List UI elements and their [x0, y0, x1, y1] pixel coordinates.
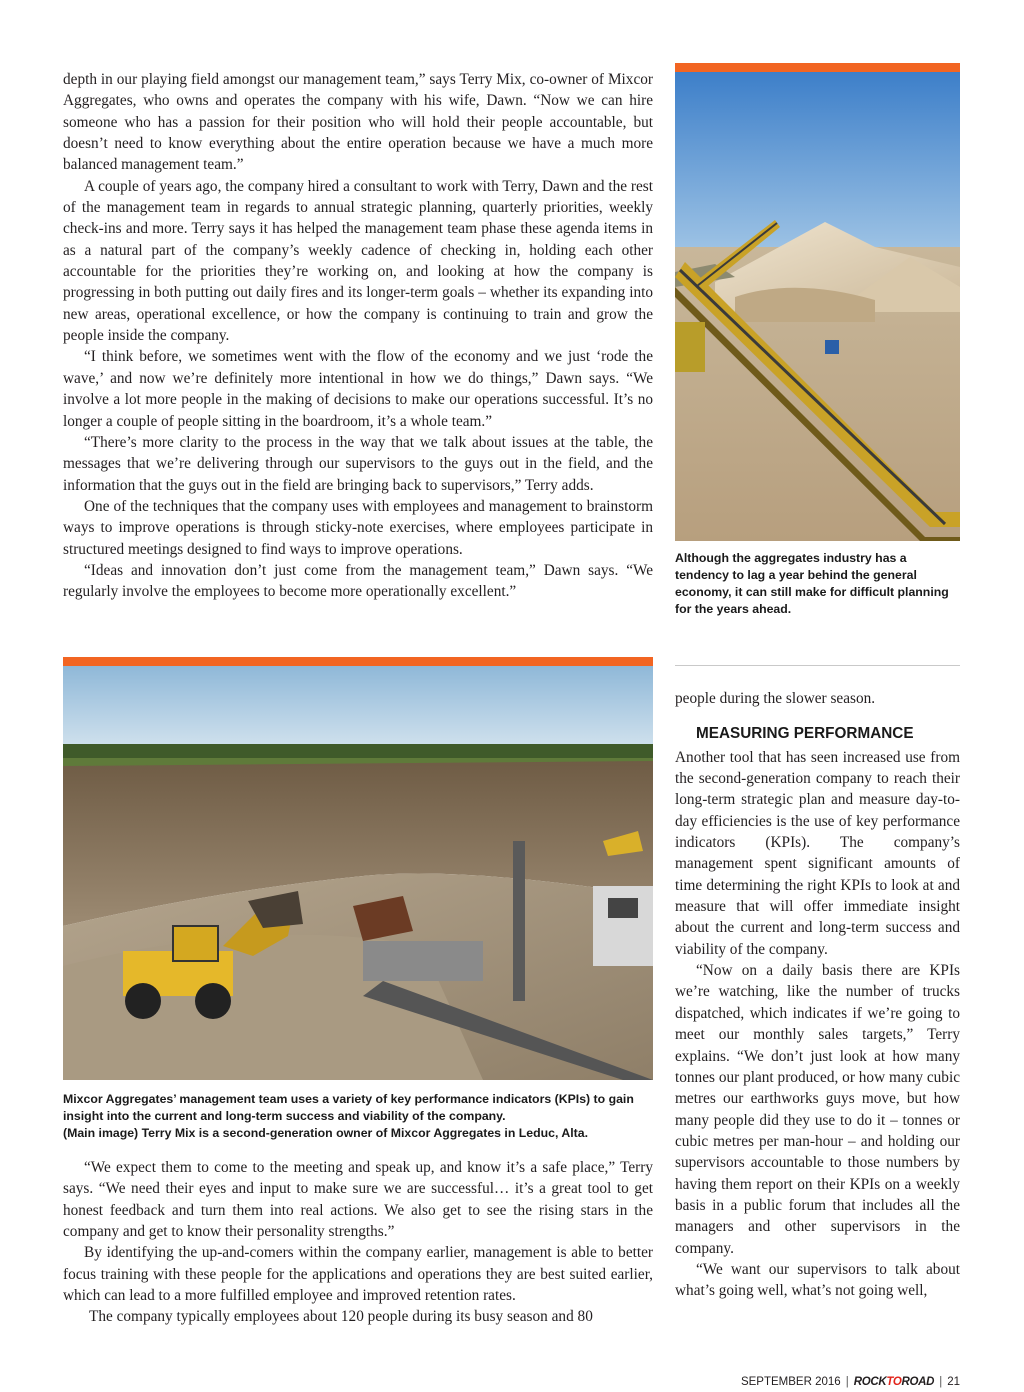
paragraph: “Now on a daily basis there are KPIs we’re watching, like the number of trucks dispatched, which indicates if we’re going to meet our monthly sales targets,” Terry explains. “We don’t just look at how many tonnes our plant produced, or how many cubic metres our earthworks guys move, but how many people did they use to do it – tonnes or cubic metres per man-hour – and holding our supervisors accountable to those numbers by having them report on their KPIs on a weekly basis in a public forum that includes all the managers and other supervisors in the company. — [675, 962, 960, 1257]
issue-date: SEPTEMBER 2016 — [740, 1376, 841, 1388]
paragraph: people during the slower season. — [675, 690, 876, 707]
paragraph: Another tool that has seen increased use from the second-generation company to reach their long-term strategic plan and measure day-to-day efficiencies is the use of key performance indicators (KPIs). The company’s management spent significant amounts of time determining the right KPIs to look at and measure that will offer immediate insight about the current and long-term success and viability of the company. — [675, 748, 960, 958]
article-text-bottom — [63, 1157, 653, 1328]
section-heading: MEASURING PERFORMANCE — [696, 725, 914, 743]
magazine-logo: ROCKTOROAD — [853, 1376, 935, 1388]
paragraph: “We want our supervisors to talk about what’s going well, what’s not going well, — [675, 1260, 960, 1300]
article-text-right — [675, 688, 960, 1302]
photo-accent-bar — [63, 657, 653, 666]
paragraph: By identifying the up-and-comers within the company earlier, management is able to better focus training with these people for the applications and operations they are best suited earlier, which can lead to a more fulfilled employee and improved retention rates. — [63, 1244, 653, 1305]
article-text-top — [63, 69, 653, 603]
caption-line: (Main image) Terry Mix is a second-generation owner of Mixcor Aggregates in Leduc, Alta. — [63, 1126, 588, 1140]
paragraph: “We expect them to come to the meeting and speak up, and know it’s a safe place,” Terry says. “We need their eyes and input to make sure we are successful… it’s a great tool to get honest feedback and turn them into real actions. We also get to see the rising stars in the company and get to know their personality strengths.” — [63, 1159, 653, 1241]
caption-divider — [675, 665, 960, 666]
paragraph: “Ideas and innovation don’t just come from the management team,” Dawn says. “We regularly involve the employees to become more operationally excellent.” — [63, 561, 653, 601]
page-footer — [741, 1376, 960, 1388]
paragraph: The company typically employees about 120 people during its busy season and 80 — [89, 1308, 593, 1326]
paragraph: A couple of years ago, the company hired a consultant to work with Terry, Dawn and the rest of the management team in regards to annual strategic planning, quarterly priorities, weekly check-ins and more. Terry says it has helped the management team phase these agenda items in as a natural part of the company’s weekly cadence of checking in, holding each other accountable for the priorities they’re working on, and looking at how the company is progressing in both putting out daily fires and its longer-term goals – whether its expanding into new areas, operational excellence, or how the company is continuing to train and grow the people inside the company. — [63, 177, 653, 345]
page-number: 21 — [947, 1376, 960, 1388]
footer-separator: | — [939, 1376, 943, 1388]
paragraph: depth in our playing field amongst our management team,” says Terry Mix, co-owner of Mixcor Aggregates, who owns and operates the company with his wife, Dawn. “Now we can hire someone who has a passion for their position who will hold their people accountable, but doesn’t need to know everything about the entire operation because we have a much more balanced management team.” — [63, 71, 653, 174]
paragraph: One of the techniques that the company uses with employees and management to brainstorm ways to improve operations is through sticky-note exercises, where employees participate in structured meetings designed to find ways to improve operations. — [63, 497, 653, 558]
footer-separator: | — [845, 1376, 849, 1388]
conveyor-photo — [675, 72, 960, 541]
paragraph: “I think before, we sometimes went with the flow of the economy and we just ‘rode the wave,’ and now we’re definitely more intentional in how we do things,” Dawn says. “We involve a lot more people in the making of decisions to make our operations successful. It’s no longer a couple of people sitting in the boardroom, it’s a whole team.” — [63, 348, 653, 430]
conveyor-photo-caption: Although the aggregates industry has a tendency to lag a year behind the general economy, it can still make for difficult planning for the years ahead. — [675, 551, 949, 616]
paragraph: “There’s more clarity to the process in the way that we talk about issues at the table, the messages that we’re delivering through our supervisors to the guys out in the field, and the information that the guys out in the field are bringing back to supervisors,” Terry adds. — [63, 433, 653, 494]
quarry-photo-caption — [63, 1091, 653, 1142]
quarry-photo — [63, 666, 653, 1080]
caption-line: Mixcor Aggregates’ management team uses a variety of key performance indicators (KPIs) to gain insight into the current and long-term success and viability of the company. — [63, 1092, 634, 1123]
photo-accent-bar — [675, 63, 960, 72]
